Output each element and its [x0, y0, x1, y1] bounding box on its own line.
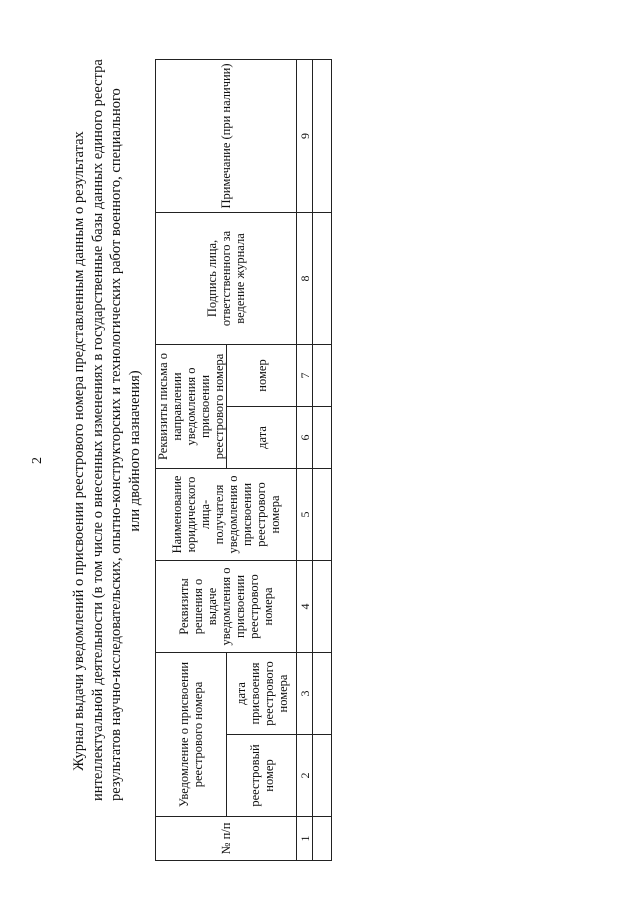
title-line: или двойного назначения): [126, 370, 143, 532]
header-cell-decision-details: Реквизиты решения о выдаче уведомления о присвоении реестрового номера: [156, 560, 297, 652]
table-cell: [313, 344, 332, 406]
column-number-cell: 4: [297, 560, 313, 652]
column-number-cell: 1: [297, 817, 313, 861]
column-number-cell: 2: [297, 735, 313, 817]
table-cell: [313, 652, 332, 734]
table-row-empty: [313, 59, 332, 860]
journal-table: [155, 59, 332, 861]
header-cell-registry-number: реестровый номер: [227, 735, 297, 817]
table-cell: [313, 468, 332, 560]
header-cell-note: Примечание (при наличии): [156, 59, 297, 212]
column-number-cell: 9: [297, 59, 313, 212]
column-number-cell: 3: [297, 652, 313, 734]
header-row: [156, 59, 227, 860]
column-number-cell: 5: [297, 468, 313, 560]
column-number-cell: 7: [297, 344, 313, 406]
table-cell: [313, 560, 332, 652]
page-number: 2: [30, 457, 45, 464]
table-cell: [313, 735, 332, 817]
header-cell-assignment-date: дата присвоения реестрового номера: [227, 652, 297, 734]
header-cell-number: № п/п: [156, 817, 297, 861]
table-cell: [313, 406, 332, 468]
header-cell-signature: Подпись лица, ответственного за ведение журнала: [156, 212, 297, 344]
title-line: Журнал выдачи уведомлений о присвоении реестрового номера представленным данным о результатах: [71, 131, 87, 771]
table-cell: [313, 59, 332, 212]
column-number-cell: 8: [297, 212, 313, 344]
title-line: интеллектуальной деятельности (в том числе о внесенных изменениях в государственные базы данных единого реестра: [89, 59, 106, 801]
column-number-cell: 6: [297, 406, 313, 468]
header-cell-recipient-name: Наименование юридического лица-получателя уведомления о присвоении реестрового номера: [156, 468, 297, 560]
header-cell-letter-number: номер: [227, 344, 297, 406]
table-cell: [313, 817, 332, 861]
table-cell: [313, 212, 332, 344]
header-cell-letter-date: дата: [227, 406, 297, 468]
column-number-row: [297, 59, 313, 860]
title-line: результатов научно-исследовательских, опытно-конструкторских и технологических работ военного, специального: [108, 88, 124, 801]
header-group-letter: Реквизиты письма о направлении уведомления о присвоении реестрового номера: [156, 344, 227, 468]
header-group-notification: Уведомление о присвоении реестрового номера: [156, 652, 227, 816]
document-title: [70, 59, 144, 801]
